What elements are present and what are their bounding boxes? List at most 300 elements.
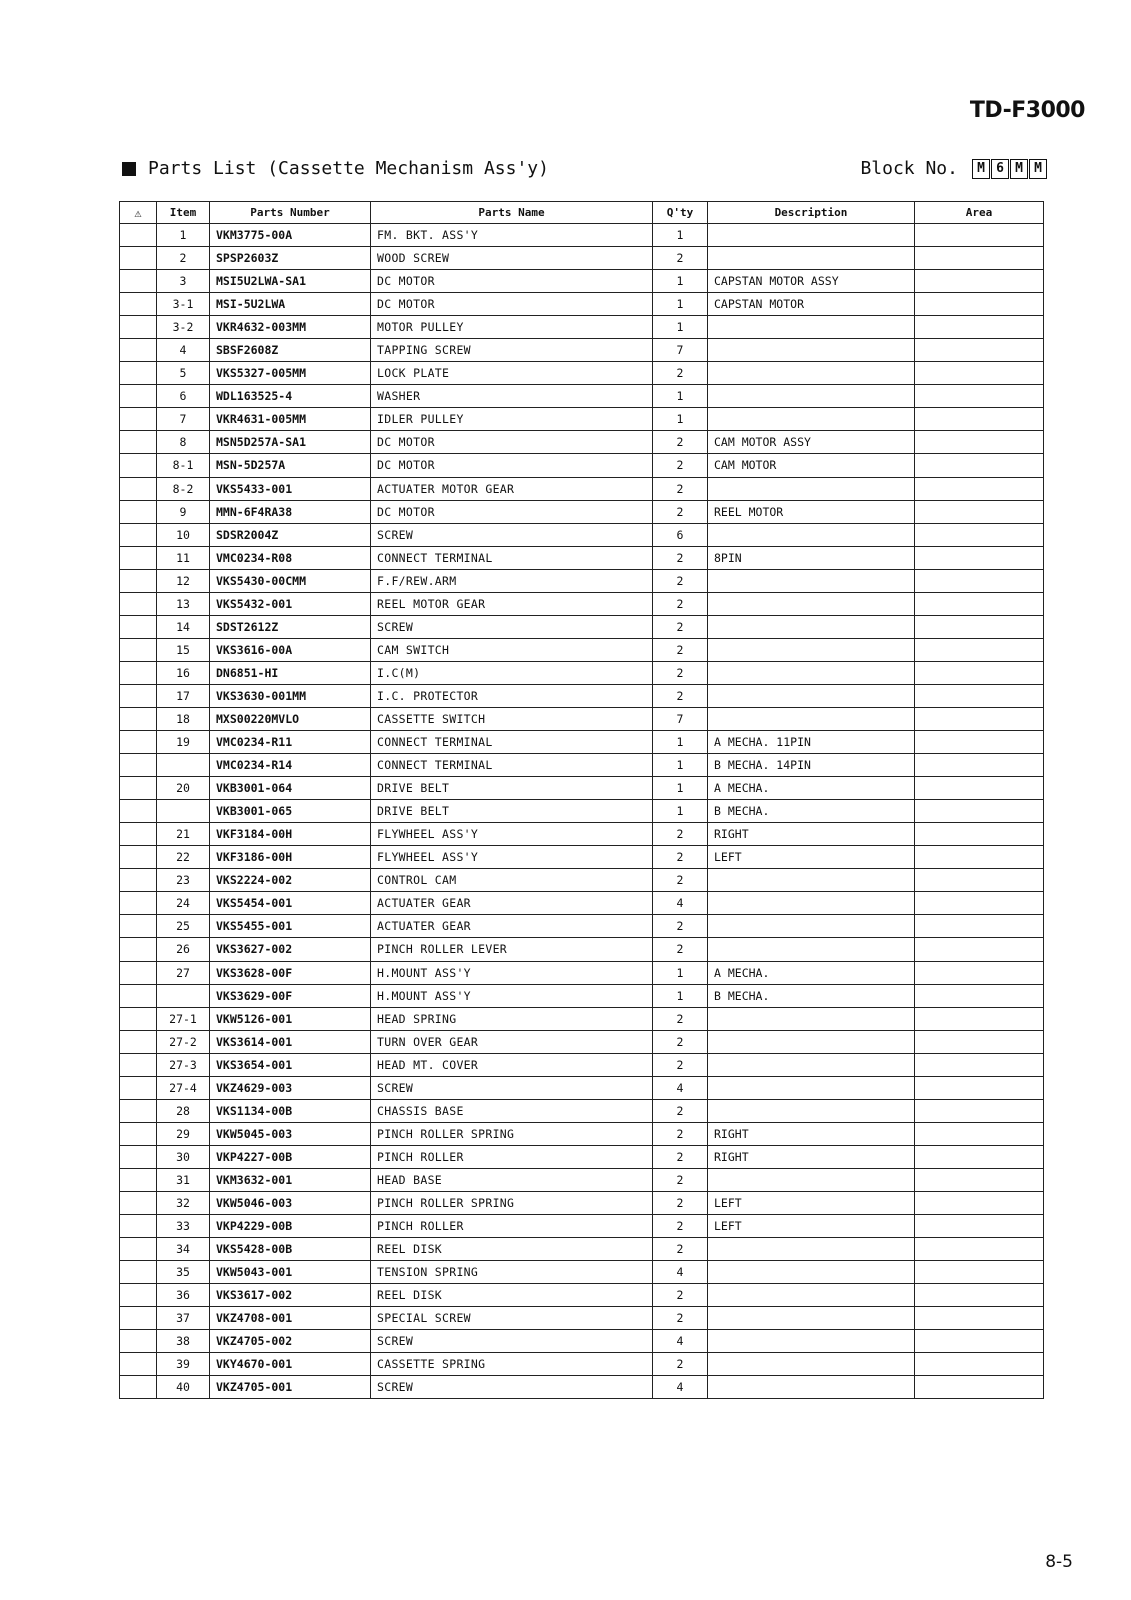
- table-header-row: [120, 202, 1044, 224]
- part-number-cell: SDSR2004Z: [210, 523, 371, 546]
- table-row: [120, 961, 1044, 984]
- part-name-cell: HEAD SPRING: [371, 1007, 653, 1030]
- col-header-warning: [120, 202, 157, 224]
- warning-cell: [120, 569, 157, 592]
- part-name-cell: PINCH ROLLER: [371, 1215, 653, 1238]
- area-cell: [915, 869, 1044, 892]
- qty-cell: 4: [653, 892, 708, 915]
- qty-cell: 2: [653, 869, 708, 892]
- warning-cell: [120, 1238, 157, 1261]
- item-cell: 10: [157, 523, 210, 546]
- description-cell: [708, 1330, 915, 1353]
- part-number-cell: DN6851-HI: [210, 661, 371, 684]
- part-number-cell: VMC0234-R11: [210, 731, 371, 754]
- table-row: [120, 293, 1044, 316]
- table-row: [120, 869, 1044, 892]
- table-row: [120, 569, 1044, 592]
- item-cell: 36: [157, 1284, 210, 1307]
- description-cell: [708, 523, 915, 546]
- qty-cell: 1: [653, 800, 708, 823]
- description-cell: [708, 1053, 915, 1076]
- qty-cell: 2: [653, 846, 708, 869]
- table-row: [120, 846, 1044, 869]
- description-cell: [708, 892, 915, 915]
- qty-cell: 2: [653, 1007, 708, 1030]
- area-cell: [915, 1007, 1044, 1030]
- part-name-cell: REEL DISK: [371, 1284, 653, 1307]
- part-number-cell: VKW5046-003: [210, 1191, 371, 1214]
- area-cell: [915, 408, 1044, 431]
- part-name-cell: FLYWHEEL ASS'Y: [371, 823, 653, 846]
- part-name-cell: DC MOTOR: [371, 270, 653, 293]
- qty-cell: 2: [653, 1168, 708, 1191]
- part-number-cell: MSI-5U2LWA: [210, 293, 371, 316]
- qty-cell: 1: [653, 731, 708, 754]
- item-cell: 8-1: [157, 454, 210, 477]
- warning-cell: [120, 846, 157, 869]
- warning-cell: [120, 385, 157, 408]
- item-cell: 16: [157, 661, 210, 684]
- part-name-cell: REEL MOTOR GEAR: [371, 592, 653, 615]
- area-cell: [915, 385, 1044, 408]
- part-number-cell: VKS3614-001: [210, 1030, 371, 1053]
- warning-cell: [120, 1376, 157, 1399]
- qty-cell: 1: [653, 224, 708, 247]
- area-cell: [915, 638, 1044, 661]
- warning-cell: [120, 523, 157, 546]
- block-label: Block No.: [860, 158, 958, 179]
- part-name-cell: SCREW: [371, 1330, 653, 1353]
- warning-cell: [120, 869, 157, 892]
- part-name-cell: WOOD SCREW: [371, 247, 653, 270]
- description-cell: CAPSTAN MOTOR: [708, 293, 915, 316]
- item-cell: [157, 984, 210, 1007]
- part-name-cell: WASHER: [371, 385, 653, 408]
- part-name-cell: CONNECT TERMINAL: [371, 754, 653, 777]
- warning-cell: [120, 1330, 157, 1353]
- warning-cell: [120, 546, 157, 569]
- warning-cell: [120, 270, 157, 293]
- item-cell: 3-2: [157, 316, 210, 339]
- warning-cell: [120, 707, 157, 730]
- col-header-part-number: Parts Number: [210, 202, 371, 224]
- description-cell: [708, 247, 915, 270]
- part-number-cell: MXS00220MVLO: [210, 707, 371, 730]
- warning-cell: [120, 224, 157, 247]
- item-cell: 39: [157, 1353, 210, 1376]
- part-name-cell: FLYWHEEL ASS'Y: [371, 846, 653, 869]
- part-name-cell: F.F/REW.ARM: [371, 569, 653, 592]
- table-row: [120, 247, 1044, 270]
- description-cell: [708, 1353, 915, 1376]
- warning-cell: [120, 1191, 157, 1214]
- area-cell: [915, 1145, 1044, 1168]
- description-cell: A MECHA.: [708, 961, 915, 984]
- part-number-cell: VKS3629-00F: [210, 984, 371, 1007]
- qty-cell: 1: [653, 270, 708, 293]
- table-row: [120, 1307, 1044, 1330]
- part-number-cell: VKS5455-001: [210, 915, 371, 938]
- part-number-cell: VKS2224-002: [210, 869, 371, 892]
- description-cell: [708, 1307, 915, 1330]
- item-cell: 3: [157, 270, 210, 293]
- table-row: [120, 546, 1044, 569]
- qty-cell: 1: [653, 385, 708, 408]
- bullet-square-icon: [122, 162, 136, 176]
- area-cell: [915, 431, 1044, 454]
- qty-cell: 2: [653, 1353, 708, 1376]
- table-row: [120, 661, 1044, 684]
- description-cell: [708, 477, 915, 500]
- part-number-cell: WDL163525-4: [210, 385, 371, 408]
- description-cell: [708, 915, 915, 938]
- area-cell: [915, 800, 1044, 823]
- area-cell: [915, 1238, 1044, 1261]
- description-cell: [708, 592, 915, 615]
- description-cell: [708, 938, 915, 961]
- part-name-cell: HEAD BASE: [371, 1168, 653, 1191]
- table-row: [120, 1330, 1044, 1353]
- part-name-cell: ACTUATER GEAR: [371, 915, 653, 938]
- qty-cell: 2: [653, 500, 708, 523]
- area-cell: [915, 569, 1044, 592]
- part-name-cell: PINCH ROLLER SPRING: [371, 1191, 653, 1214]
- table-row: [120, 684, 1044, 707]
- description-cell: REEL MOTOR: [708, 500, 915, 523]
- part-number-cell: MSI5U2LWA-SA1: [210, 270, 371, 293]
- area-cell: [915, 454, 1044, 477]
- table-row: [120, 408, 1044, 431]
- description-cell: [708, 661, 915, 684]
- item-cell: 8: [157, 431, 210, 454]
- part-name-cell: DC MOTOR: [371, 454, 653, 477]
- table-row: [120, 800, 1044, 823]
- description-cell: [708, 1076, 915, 1099]
- area-cell: [915, 477, 1044, 500]
- item-cell: 30: [157, 1145, 210, 1168]
- part-number-cell: VKS3617-002: [210, 1284, 371, 1307]
- item-cell: 5: [157, 362, 210, 385]
- item-cell: 29: [157, 1122, 210, 1145]
- description-cell: [708, 316, 915, 339]
- item-cell: 37: [157, 1307, 210, 1330]
- item-cell: 27: [157, 961, 210, 984]
- part-name-cell: MOTOR PULLEY: [371, 316, 653, 339]
- warning-cell: [120, 638, 157, 661]
- warning-cell: [120, 500, 157, 523]
- qty-cell: 2: [653, 1030, 708, 1053]
- item-cell: 23: [157, 869, 210, 892]
- area-cell: [915, 1168, 1044, 1191]
- qty-cell: 2: [653, 615, 708, 638]
- qty-cell: 2: [653, 1145, 708, 1168]
- area-cell: [915, 247, 1044, 270]
- part-name-cell: IDLER PULLEY: [371, 408, 653, 431]
- description-cell: [708, 1238, 915, 1261]
- table-row: [120, 1376, 1044, 1399]
- table-row: [120, 1145, 1044, 1168]
- description-cell: [708, 1376, 915, 1399]
- item-cell: 20: [157, 777, 210, 800]
- col-header-description: Description: [708, 202, 915, 224]
- block-codes: [972, 159, 1047, 179]
- description-cell: LEFT: [708, 1191, 915, 1214]
- table-row: [120, 500, 1044, 523]
- warning-cell: [120, 316, 157, 339]
- warning-cell: [120, 1215, 157, 1238]
- description-cell: [708, 1030, 915, 1053]
- qty-cell: 2: [653, 477, 708, 500]
- part-name-cell: DC MOTOR: [371, 293, 653, 316]
- item-cell: 27-2: [157, 1030, 210, 1053]
- part-number-cell: VKM3632-001: [210, 1168, 371, 1191]
- item-cell: 38: [157, 1330, 210, 1353]
- area-cell: [915, 1307, 1044, 1330]
- table-row: [120, 477, 1044, 500]
- part-number-cell: VKZ4708-001: [210, 1307, 371, 1330]
- table-row: [120, 1076, 1044, 1099]
- item-cell: [157, 754, 210, 777]
- part-number-cell: VKS5428-00B: [210, 1238, 371, 1261]
- part-number-cell: VKM3775-00A: [210, 224, 371, 247]
- table-row: [120, 707, 1044, 730]
- part-name-cell: SCREW: [371, 1376, 653, 1399]
- warning-cell: [120, 984, 157, 1007]
- description-cell: A MECHA.: [708, 777, 915, 800]
- part-number-cell: VKS5432-001: [210, 592, 371, 615]
- item-cell: 12: [157, 569, 210, 592]
- part-number-cell: SDST2612Z: [210, 615, 371, 638]
- part-name-cell: SCREW: [371, 523, 653, 546]
- warning-cell: [120, 615, 157, 638]
- description-cell: [708, 1261, 915, 1284]
- warning-cell: [120, 431, 157, 454]
- area-cell: [915, 1053, 1044, 1076]
- item-cell: 31: [157, 1168, 210, 1191]
- table-row: [120, 523, 1044, 546]
- description-cell: [708, 707, 915, 730]
- area-cell: [915, 892, 1044, 915]
- qty-cell: 4: [653, 1261, 708, 1284]
- page-number: 8-5: [1045, 1552, 1073, 1572]
- table-row: [120, 1191, 1044, 1214]
- block-code: M: [1029, 159, 1047, 179]
- area-cell: [915, 1215, 1044, 1238]
- warning-cell: [120, 1099, 157, 1122]
- table-row: [120, 1053, 1044, 1076]
- item-cell: 24: [157, 892, 210, 915]
- qty-cell: 2: [653, 592, 708, 615]
- table-row: [120, 592, 1044, 615]
- part-number-cell: VKW5126-001: [210, 1007, 371, 1030]
- warning-cell: [120, 754, 157, 777]
- part-number-cell: VKY4670-001: [210, 1353, 371, 1376]
- part-name-cell: DRIVE BELT: [371, 777, 653, 800]
- table-row: [120, 316, 1044, 339]
- block-code: M: [972, 159, 990, 179]
- area-cell: [915, 1330, 1044, 1353]
- part-number-cell: VKS3654-001: [210, 1053, 371, 1076]
- part-number-cell: VKS3627-002: [210, 938, 371, 961]
- part-number-cell: VKS3628-00F: [210, 961, 371, 984]
- part-name-cell: LOCK PLATE: [371, 362, 653, 385]
- qty-cell: 2: [653, 431, 708, 454]
- part-name-cell: ACTUATER GEAR: [371, 892, 653, 915]
- table-row: [120, 615, 1044, 638]
- part-number-cell: SPSP2603Z: [210, 247, 371, 270]
- warning-cell: [120, 592, 157, 615]
- table-row: [120, 1238, 1044, 1261]
- warning-cell: [120, 339, 157, 362]
- qty-cell: 2: [653, 1099, 708, 1122]
- description-cell: [708, 362, 915, 385]
- qty-cell: 4: [653, 1330, 708, 1353]
- qty-cell: 2: [653, 1122, 708, 1145]
- area-cell: [915, 316, 1044, 339]
- qty-cell: 2: [653, 1307, 708, 1330]
- item-cell: 4: [157, 339, 210, 362]
- qty-cell: 1: [653, 293, 708, 316]
- area-cell: [915, 961, 1044, 984]
- part-number-cell: VKB3001-065: [210, 800, 371, 823]
- table-row: [120, 1007, 1044, 1030]
- part-number-cell: VKS1134-00B: [210, 1099, 371, 1122]
- part-name-cell: CHASSIS BASE: [371, 1099, 653, 1122]
- area-cell: [915, 500, 1044, 523]
- warning-cell: [120, 684, 157, 707]
- area-cell: [915, 1076, 1044, 1099]
- qty-cell: 2: [653, 1284, 708, 1307]
- table-row: [120, 1122, 1044, 1145]
- table-row: [120, 1284, 1044, 1307]
- part-number-cell: VKZ4705-002: [210, 1330, 371, 1353]
- item-cell: 2: [157, 247, 210, 270]
- description-cell: B MECHA.: [708, 984, 915, 1007]
- part-name-cell: I.C. PROTECTOR: [371, 684, 653, 707]
- qty-cell: 2: [653, 1238, 708, 1261]
- item-cell: 35: [157, 1261, 210, 1284]
- part-name-cell: H.MOUNT ASS'Y: [371, 961, 653, 984]
- area-cell: [915, 270, 1044, 293]
- table-row: [120, 823, 1044, 846]
- warning-triangle-icon: ⚠: [134, 205, 142, 220]
- description-cell: [708, 869, 915, 892]
- model-number: TD-F3000: [969, 98, 1085, 123]
- warning-cell: [120, 961, 157, 984]
- description-cell: [708, 385, 915, 408]
- warning-cell: [120, 938, 157, 961]
- description-cell: [708, 339, 915, 362]
- qty-cell: 2: [653, 638, 708, 661]
- qty-cell: 2: [653, 684, 708, 707]
- part-number-cell: VMC0234-R08: [210, 546, 371, 569]
- section-heading: [122, 158, 549, 179]
- table-row: [120, 1261, 1044, 1284]
- qty-cell: 2: [653, 915, 708, 938]
- warning-cell: [120, 247, 157, 270]
- item-cell: 7: [157, 408, 210, 431]
- area-cell: [915, 823, 1044, 846]
- qty-cell: 1: [653, 777, 708, 800]
- qty-cell: 1: [653, 754, 708, 777]
- qty-cell: 2: [653, 823, 708, 846]
- description-cell: 8PIN: [708, 546, 915, 569]
- col-header-area: Area: [915, 202, 1044, 224]
- table-row: [120, 1099, 1044, 1122]
- description-cell: CAM MOTOR: [708, 454, 915, 477]
- item-cell: 32: [157, 1191, 210, 1214]
- warning-cell: [120, 800, 157, 823]
- col-header-part-name: Parts Name: [371, 202, 653, 224]
- description-cell: RIGHT: [708, 1122, 915, 1145]
- item-cell: 28: [157, 1099, 210, 1122]
- part-number-cell: VKR4631-005MM: [210, 408, 371, 431]
- qty-cell: 2: [653, 1053, 708, 1076]
- description-cell: [708, 615, 915, 638]
- area-cell: [915, 1376, 1044, 1399]
- part-name-cell: CAM SWITCH: [371, 638, 653, 661]
- area-cell: [915, 615, 1044, 638]
- part-number-cell: VKF3184-00H: [210, 823, 371, 846]
- table-row: [120, 1168, 1044, 1191]
- description-cell: A MECHA. 11PIN: [708, 731, 915, 754]
- warning-cell: [120, 1261, 157, 1284]
- area-cell: [915, 731, 1044, 754]
- part-name-cell: H.MOUNT ASS'Y: [371, 984, 653, 1007]
- table-row: [120, 892, 1044, 915]
- description-cell: B MECHA. 14PIN: [708, 754, 915, 777]
- qty-cell: 2: [653, 661, 708, 684]
- item-cell: 27-1: [157, 1007, 210, 1030]
- description-cell: B MECHA.: [708, 800, 915, 823]
- heading-text: Parts List (Cassette Mechanism Ass'y): [148, 158, 549, 179]
- qty-cell: 6: [653, 523, 708, 546]
- description-cell: [708, 408, 915, 431]
- part-number-cell: VKS3630-001MM: [210, 684, 371, 707]
- part-number-cell: MSN-5D257A: [210, 454, 371, 477]
- part-name-cell: CONNECT TERMINAL: [371, 731, 653, 754]
- item-cell: 1: [157, 224, 210, 247]
- area-cell: [915, 661, 1044, 684]
- qty-cell: 2: [653, 454, 708, 477]
- part-number-cell: VKW5045-003: [210, 1122, 371, 1145]
- qty-cell: 4: [653, 1376, 708, 1399]
- description-cell: RIGHT: [708, 823, 915, 846]
- item-cell: 6: [157, 385, 210, 408]
- item-cell: 15: [157, 638, 210, 661]
- area-cell: [915, 224, 1044, 247]
- table-row: [120, 638, 1044, 661]
- description-cell: [708, 638, 915, 661]
- table-row: [120, 339, 1044, 362]
- part-number-cell: VKP4227-00B: [210, 1145, 371, 1168]
- area-cell: [915, 523, 1044, 546]
- part-name-cell: CONNECT TERMINAL: [371, 546, 653, 569]
- part-name-cell: I.C(M): [371, 661, 653, 684]
- table-row: [120, 454, 1044, 477]
- description-cell: CAM MOTOR ASSY: [708, 431, 915, 454]
- block-code: 6: [991, 159, 1009, 179]
- qty-cell: 2: [653, 362, 708, 385]
- qty-cell: 2: [653, 1191, 708, 1214]
- part-name-cell: REEL DISK: [371, 1238, 653, 1261]
- warning-cell: [120, 1007, 157, 1030]
- item-cell: 11: [157, 546, 210, 569]
- item-cell: 9: [157, 500, 210, 523]
- qty-cell: 1: [653, 408, 708, 431]
- area-cell: [915, 984, 1044, 1007]
- part-name-cell: CASSETTE SPRING: [371, 1353, 653, 1376]
